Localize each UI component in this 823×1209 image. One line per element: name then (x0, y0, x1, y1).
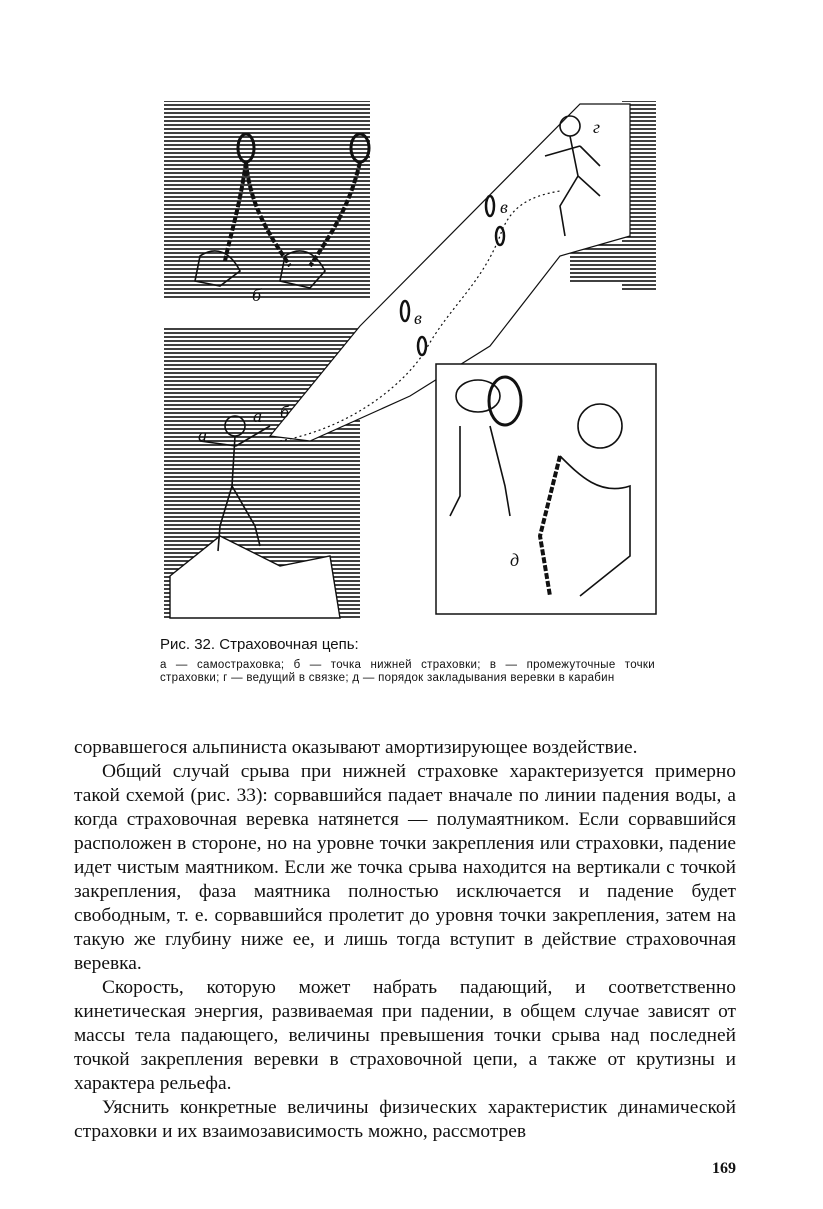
figure-label-v-lower: в (414, 308, 422, 328)
figure-32-illustration (160, 96, 660, 626)
paragraph: Общий случай срыва при нижней страховке характеризуется примерно такой схемой (рис. 33): сорвавшийся падает вначале по линии падения воды, а когда страховочная веревка натянется — полумаятником. Если сорвавшийся расположен в стороне, но на уровне точки закрепления или страховки, падение идет чистым маятником. Если же точка срыва находится на вертикали с точкой закрепления, фаза маятника полностью исключается и падение будет свободным, т. е. сорвавшийся пролетит до уровня точки закрепления, затем на такую же глубину ниже ее, и лишь тогда вступит в действие страховочная веревка. (74, 761, 736, 974)
figure-label-a-left: а (198, 425, 207, 445)
paragraph: сорвавшегося альпиниста оказывают амортизирующее воздействие. (74, 737, 638, 758)
figure-label-a-mid: а (253, 406, 262, 426)
figure-drawing (160, 96, 660, 626)
figure-label-d: д (510, 550, 520, 570)
paragraph: Уяснить конкретные величины физических характеристик динамической страховки и их взаимозависимость можно, рассмотрев (74, 1097, 736, 1142)
body-text (74, 736, 736, 1144)
paragraph: Скорость, которую может набрать падающий, и соответственно кинетическая энергия, развиваемая при падении, в общем случае зависят от массы тела падающего, величины превышения точки срыва над последней точкой закрепления веревки в страховочной цепи, а также от крутизны и характера рельефа. (74, 977, 736, 1094)
caption-legend: а — самостраховка; б — точка нижней страховки; в — промежуточные точки страховки; г — ведущий в связке; д — порядок закладывания веревки в карабин (160, 659, 655, 684)
figure-label-b-top: б (252, 285, 262, 305)
figure-label-g: г (593, 117, 601, 137)
page-number: 169 (712, 1160, 736, 1177)
hatched-background-top-left (164, 101, 370, 298)
caption-title: Рис. 32. Страховочная цепь: (160, 636, 359, 653)
figure-label-b-mid: б (280, 402, 290, 422)
figure-label-v-upper: в (500, 197, 508, 217)
figure-caption (160, 636, 655, 685)
